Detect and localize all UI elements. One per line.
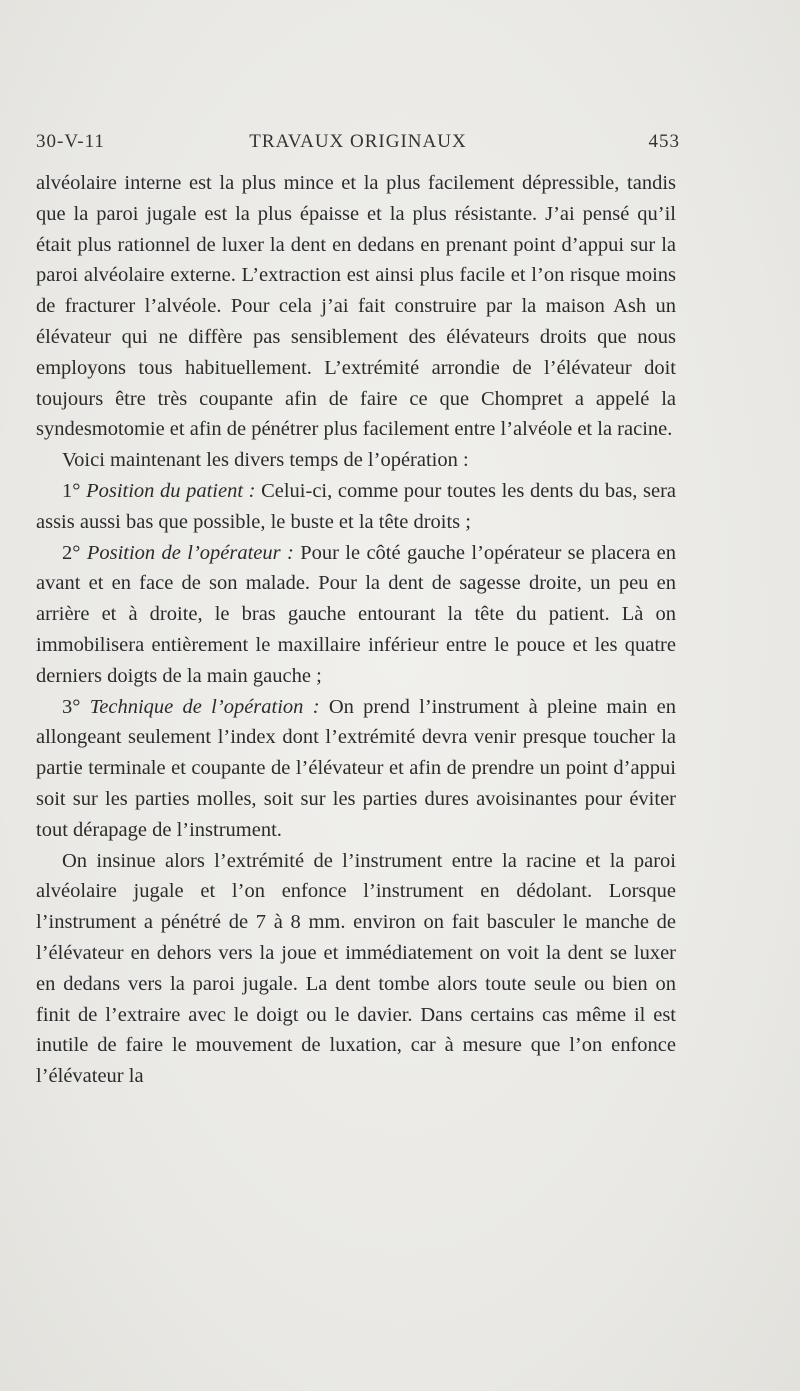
step-heading: Position de l’opérateur : (86, 541, 294, 564)
step-heading: Technique de l’opération : (89, 695, 320, 718)
paragraph-text: Pour le côté gauche l’opérateur se placera en avant et en face de son malade. Pour la dent de sagesse droite, un peu en arrière et à droite, le bras gauche entourant la tête du patient. Là on immobilisera entièrement le maxillaire inférieur entre le pouce et les quatre derniers doigts de la main gauche ; (36, 541, 677, 687)
step-number: 2° (62, 541, 81, 564)
paragraph-text: Voici maintenant les divers temps de l’opération : (62, 449, 469, 472)
paragraph-text: On prend l’instrument à pleine main en allongeant seulement l’index dont l’extrémité devra venir presque toucher la partie terminale et coupante de l’élévateur et afin de prendre un point d’appui soit sur les parties molles, soit sur les parties dures avoisinantes pour éviter tout dérapage de l’instrument. (36, 695, 677, 841)
running-header (36, 131, 680, 161)
paragraph-text: alvéolaire interne est la plus mince et la plus facilement dépressible, tandis que la paroi jugale est la plus épaisse et la plus résistante. J’ai pensé qu’il était plus rationnel de luxer la dent en dedans en prenant point d’appui sur la paroi alvéolaire externe. L’extraction est ainsi plus facile et l’on risque moins de fracturer l’alvéole. Pour cela j’ai fait construire par la maison Ash un élévateur qui ne diffère pas sensiblement des élévateurs droits que nous employons tous habituellement. L’extrémité arrondie de l’élévateur doit toujours être très coupante afin de faire ce que Chompret a appelé la syndesmotomie et afin de pénétrer plus facilement entre l’alvéole et la racine. (36, 172, 676, 441)
header-title: TRAVAUX ORIGINAUX (249, 131, 467, 152)
step-number: 1° (62, 479, 81, 502)
header-date: 30-V-11 (36, 131, 105, 152)
body-text (36, 168, 676, 1092)
paragraph-text: Celui-ci, comme pour toutes les dents du bas, sera assis aussi bas que possible, le buste et la tête droits ; (36, 479, 676, 533)
step-paragraph (36, 476, 676, 538)
step-paragraph (36, 538, 676, 692)
step-heading: Position du patient : (86, 479, 256, 502)
paragraph (36, 168, 676, 445)
page-number: 453 (648, 131, 680, 152)
paragraph (36, 846, 676, 1092)
paragraph (36, 445, 676, 476)
step-paragraph (36, 692, 676, 846)
step-number: 3° (62, 695, 81, 718)
paragraph-text: On insinue alors l’extrémité de l’instrument entre la racine et la paroi alvéolaire jugale et l’on enfonce l’instrument en dédolant. Lorsque l’instrument a pénétré de 7 à 8 mm. environ on fait basculer le manche de l’élévateur en dehors vers la joue et immédiatement on voit la dent se luxer en dedans vers la paroi jugale. La dent tombe alors toute seule ou bien on finit de l’extraire avec le doigt ou le davier. Dans certains cas même il est inutile de faire le mouvement de luxation, car à mesure que l’on enfonce l’élévateur la (36, 849, 676, 1088)
